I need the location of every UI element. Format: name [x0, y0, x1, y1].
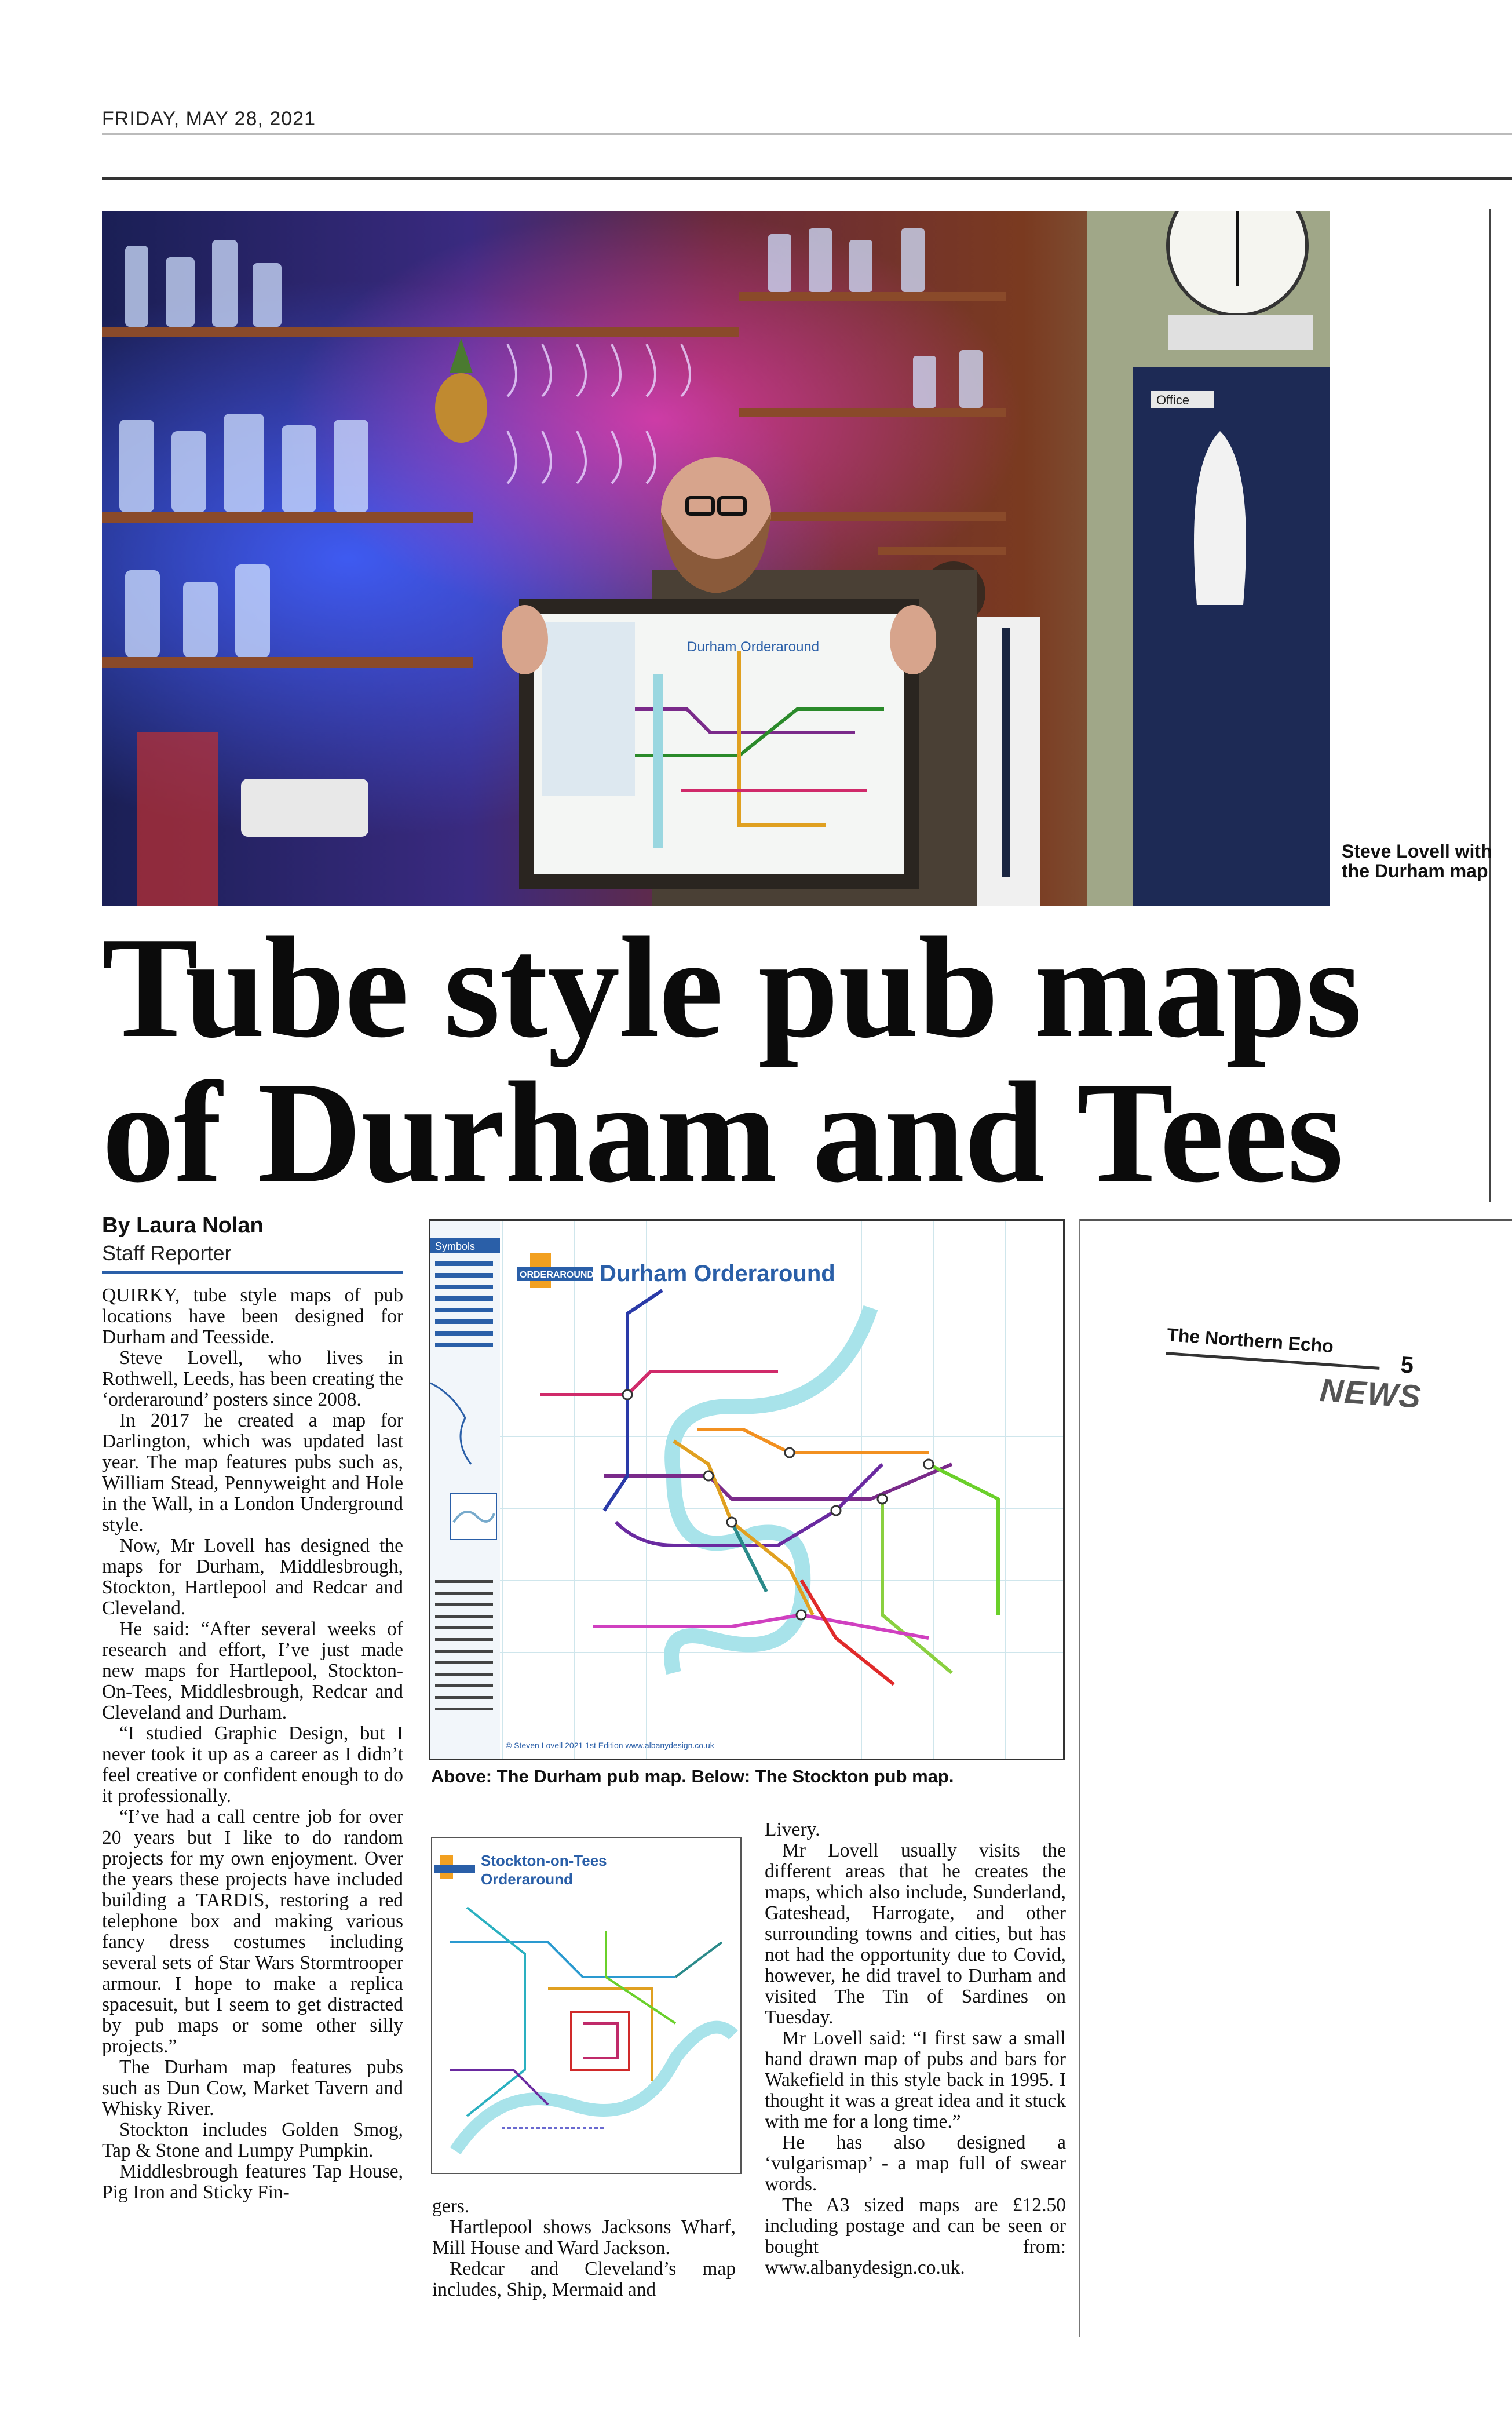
article-paragraph: Hartlepool shows Jacksons Wharf, Mill House and Ward Jackson. [432, 2216, 736, 2259]
page-number: 5 [1400, 1352, 1415, 1378]
door-sign: Office [1156, 393, 1190, 407]
masthead-rule-thick [102, 177, 1512, 180]
map-caption: Above: The Durham pub map. Below: The Stockton pub map. [431, 1766, 954, 1786]
article-paragraph: QUIRKY, tube style maps of pub locations have been designed for Durham and Teesside. [102, 1285, 403, 1348]
article-paragraph: “I studied Graphic Design, but I never took it up as a career as I didn’t feel creative or confident enough to do it professionally. [102, 1723, 403, 1807]
stockton-map [431, 1837, 742, 2174]
headline-line-2: of Durham and Tees [102, 1052, 1343, 1213]
map-title: Durham Orderaround [600, 1261, 835, 1286]
headline [102, 907, 1504, 1213]
dateline: FRIDAY, MAY 28, 2021 [102, 108, 316, 130]
article-paragraph: Redcar and Cleveland’s map includes, Ship, Mermaid and [432, 2258, 736, 2300]
side-vrule [1079, 1219, 1080, 2337]
map-brand: ORDERAROUND [520, 1270, 594, 1280]
side-rule [1080, 1219, 1512, 1221]
article-paragraph: Livery. [765, 1819, 820, 1840]
map-legend-header: Symbols [435, 1241, 476, 1252]
article-column-3 [765, 1819, 1066, 2278]
article-paragraph: He has also designed a ‘vulgarismap’ - a map full of swear words. [765, 2132, 1066, 2195]
paper-name: The Northern Echo [1166, 1324, 1335, 1357]
brand-rule [1166, 1352, 1379, 1370]
photo-caption: Steve Lovell with the Durham map [1342, 841, 1492, 881]
byline-name: By Laura Nolan [102, 1213, 264, 1238]
article-paragraph: Stockton includes Golden Smog, Tap & Stone and Lumpy Pumpkin. [102, 2119, 403, 2161]
durham-map [429, 1219, 1065, 1760]
article-paragraph: The A3 sized maps are £12.50 including postage and can be seen or bought from: www.albanydesign.co.uk. [765, 2194, 1066, 2278]
photo-map-title: Durham Orderaround [687, 639, 820, 655]
stockton-map-title-1: Stockton-on-Tees [481, 1852, 607, 1869]
article-paragraph: Mr Lovell said: “I first saw a small hand drawn map of pubs and bars for Wakefield in this style back in 1995. I thought it was a great idea and it stuck with me for a long time.” [765, 2027, 1066, 2132]
masthead-rule [102, 133, 1512, 135]
article-paragraph: The Durham map features pubs such as Dun Cow, Market Tavern and Whisky River. [102, 2056, 403, 2120]
stockton-map-title-2: Orderaround [481, 1870, 573, 1888]
article-column-1 [102, 1285, 403, 2203]
byline-rule [102, 1271, 403, 1274]
northern-echo-brand [1162, 1324, 1423, 1428]
main-photo [102, 211, 1330, 906]
article-column-2 [432, 2196, 736, 2300]
section-label: NEWS [1319, 1371, 1423, 1415]
article-paragraph: Middlesbrough features Tap House, Pig Iron and Sticky Fin- [102, 2161, 403, 2203]
article-paragraph: Mr Lovell usually visits the different areas that he creates the maps, which also include, Sunderland, Gateshead, Harrogate, and other surrounding towns and cities, but has not had the opportunity due to Covid, however, he did travel to Durham and visited The Tin of Sardines on Tuesday. [765, 1840, 1066, 2028]
byline-role: Staff Reporter [102, 1241, 232, 1265]
article-paragraph: Steve Lovell, who lives in Rothwell, Leeds, has been creating the ‘orderaround’ posters since 2008. [102, 1347, 403, 1410]
map-footer: © Steven Lovell 2021 1st Edition www.albanydesign.co.uk [506, 1741, 714, 1750]
article-paragraph: He said: “After several weeks of research and effort, I’ve just made new maps for Hartlepool, Stockton-On-Tees, Middlesbrough, Redcar and Cleveland and Durham. [102, 1618, 403, 1723]
article-paragraph: “I’ve had a call centre job for over 20 years but I like to do random projects for my own enjoyment. Over the years these projects have included building a TARDIS, restoring a red telephone box and making various fancy dress costumes including several sets of Star Wars Stormtrooper armour. I hope to make a replica spacesuit, but I seem to get distracted by pub maps or some other silly projects.” [102, 1806, 403, 2057]
article-paragraph: Now, Mr Lovell has designed the maps for Durham, Middlesbrough, Stockton, Hartlepool and Redcar and Cleveland. [102, 1535, 403, 1619]
article-paragraph: In 2017 he created a map for Darlington, which was updated last year. The map features pubs such as, William Stead, Pennyweight and Hole in the Wall, in a London Underground style. [102, 1410, 403, 1536]
article-paragraph: gers. [432, 2195, 470, 2217]
headline-line-1: Tube style pub maps [102, 907, 1361, 1068]
